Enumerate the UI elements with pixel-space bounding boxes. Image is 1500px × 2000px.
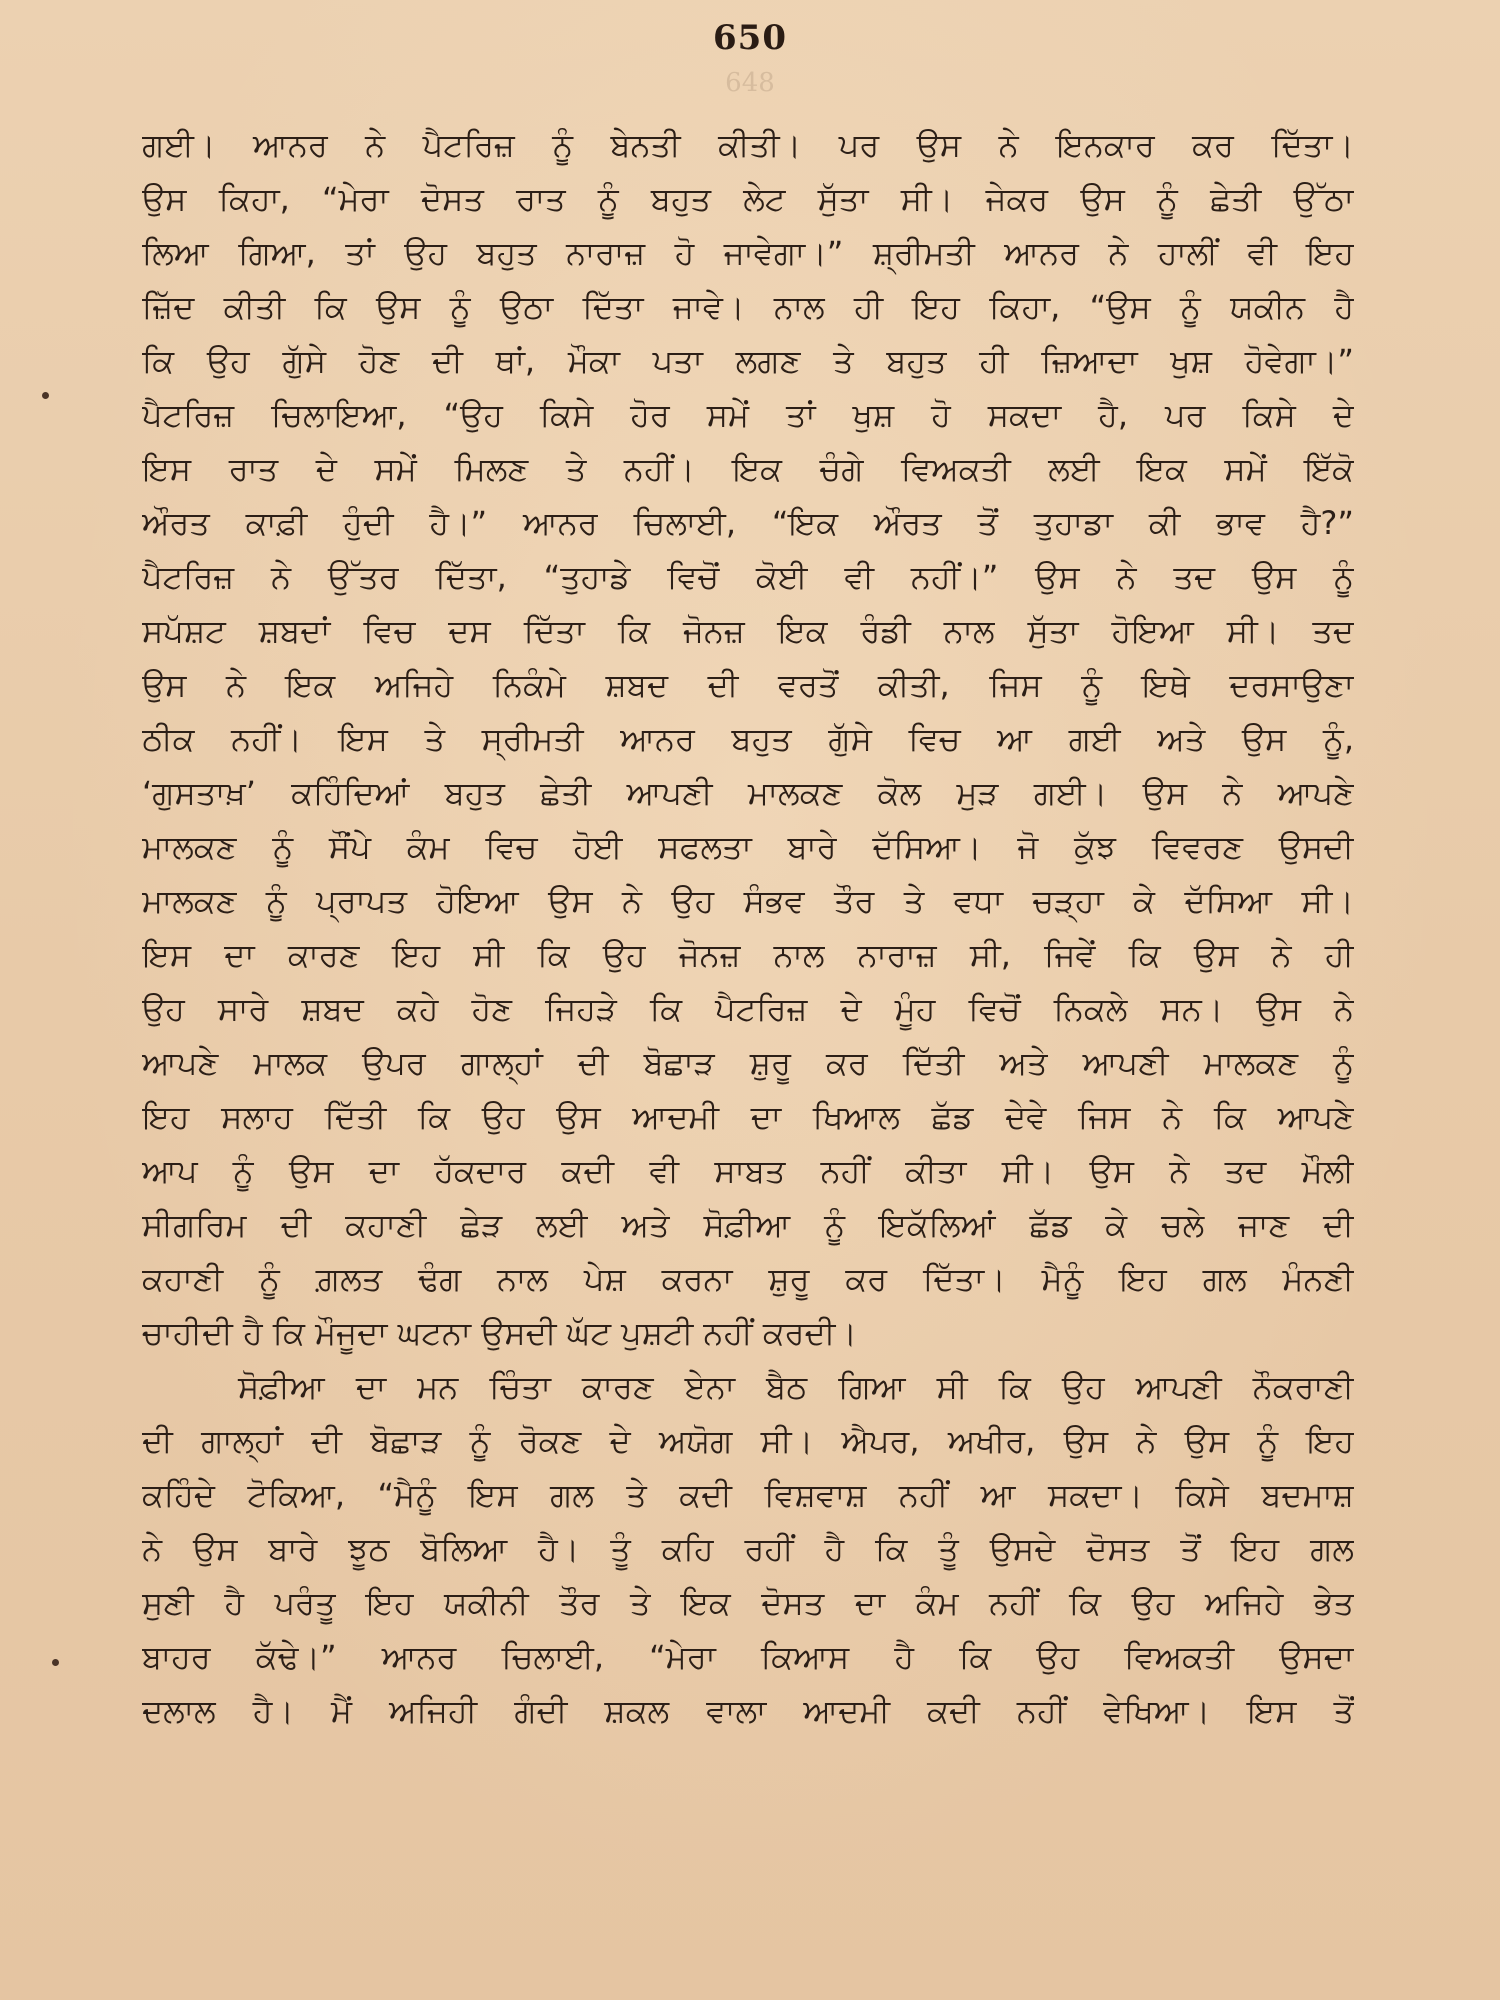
text-line: ‘ਗੁਸਤਾਖ਼’ ਕਹਿੰਦਿਆਂ ਬਹੁਤ ਛੇਤੀ ਆਪਣੀ ਮਾਲਕਣ ਕੋਲ ਮੁੜ ਗਈ। ਉਸ ਨੇ ਆਪਣੇ xyxy=(142,774,1354,812)
bleed-through-page-number: 648 xyxy=(725,68,775,98)
text-line: ਠੀਕ ਨਹੀਂ। ਇਸ ਤੇ ਸ੍ਰੀਮਤੀ ਆਨਰ ਬਹੁਤ ਗੁੱਸੇ ਵਿਚ ਆ ਗਈ ਅਤੇ ਉਸ ਨੂੰ, xyxy=(142,720,1354,758)
text-line: ਇਸ ਦਾ ਕਾਰਣ ਇਹ ਸੀ ਕਿ ਉਹ ਜੋਨਜ਼ ਨਾਲ ਨਾਰਾਜ਼ ਸੀ, ਜਿਵੇਂ ਕਿ ਉਸ ਨੇ ਹੀ xyxy=(142,936,1354,974)
text-line: ਉਹ ਸਾਰੇ ਸ਼ਬਦ ਕਹੇ ਹੋਣ ਜਿਹੜੇ ਕਿ ਪੈਟਰਿਜ਼ ਦੇ ਮੂੰਹ ਵਿਚੋਂ ਨਿਕਲੇ ਸਨ। ਉਸ ਨੇ xyxy=(142,990,1354,1028)
text-line: ਸਪੱਸ਼ਟ ਸ਼ਬਦਾਂ ਵਿਚ ਦਸ ਦਿੱਤਾ ਕਿ ਜੋਨਜ਼ ਇਕ ਰੰਡੀ ਨਾਲ ਸੁੱਤਾ ਹੋਇਆ ਸੀ। ਤਦ xyxy=(142,612,1354,650)
text-line: ਆਪਣੇ ਮਾਲਕ ਉਪਰ ਗਾਲ੍ਹਾਂ ਦੀ ਬੋਛਾੜ ਸ਼ੁਰੂ ਕਰ ਦਿੱਤੀ ਅਤੇ ਆਪਣੀ ਮਾਲਕਣ ਨੂੰ xyxy=(142,1044,1354,1082)
text-line: ਇਸ ਰਾਤ ਦੇ ਸਮੇਂ ਮਿਲਣ ਤੇ ਨਹੀਂ। ਇਕ ਚੰਗੇ ਵਿਅਕਤੀ ਲਈ ਇਕ ਸਮੇਂ ਇੱਕੋ xyxy=(142,450,1354,488)
text-line: ਕਹਿੰਦੇ ਟੋਕਿਆ, “ਮੈਨੂੰ ਇਸ ਗਲ ਤੇ ਕਦੀ ਵਿਸ਼ਵਾਸ਼ ਨਹੀਂ ਆ ਸਕਦਾ। ਕਿਸੇ ਬਦਮਾਸ਼ xyxy=(142,1476,1354,1514)
text-line: ਦਲਾਲ ਹੈ। ਮੈਂ ਅਜਿਹੀ ਗੰਦੀ ਸ਼ਕਲ ਵਾਲਾ ਆਦਮੀ ਕਦੀ ਨਹੀਂ ਵੇਖਿਆ। ਇਸ ਤੋਂ xyxy=(142,1692,1354,1730)
text-line: ਨੇ ਉਸ ਬਾਰੇ ਝੂਠ ਬੋਲਿਆ ਹੈ। ਤੂੰ ਕਹਿ ਰਹੀਂ ਹੈ ਕਿ ਤੂੰ ਉਸਦੇ ਦੋਸਤ ਤੋਂ ਇਹ ਗਲ xyxy=(142,1530,1354,1568)
text-line: ਮਾਲਕਣ ਨੂੰ ਪ੍ਰਾਪਤ ਹੋਇਆ ਉਸ ਨੇ ਉਹ ਸੰਭਵ ਤੌਰ ਤੇ ਵਧਾ ਚੜ੍ਹਾ ਕੇ ਦੱਸਿਆ ਸੀ। xyxy=(142,882,1354,920)
text-line: ਉਸ ਨੇ ਇਕ ਅਜਿਹੇ ਨਿਕੰਮੇ ਸ਼ਬਦ ਦੀ ਵਰਤੋਂ ਕੀਤੀ, ਜਿਸ ਨੂੰ ਇਥੇ ਦਰਸਾਉਣਾ xyxy=(142,666,1354,704)
text-line: ਲਿਆ ਗਿਆ, ਤਾਂ ਉਹ ਬਹੁਤ ਨਾਰਾਜ਼ ਹੋ ਜਾਵੇਗਾ।” ਸ਼੍ਰੀਮਤੀ ਆਨਰ ਨੇ ਹਾਲੀਂ ਵੀ ਇਹ xyxy=(142,234,1354,272)
text-line: ਔਰਤ ਕਾਫ਼ੀ ਹੁੰਦੀ ਹੈ।” ਆਨਰ ਚਿਲਾਈ, “ਇਕ ਔਰਤ ਤੋਂ ਤੁਹਾਡਾ ਕੀ ਭਾਵ ਹੈ?” xyxy=(142,504,1354,542)
margin-mark xyxy=(42,392,49,399)
text-line: ਪੈਟਰਿਜ਼ ਚਿਲਾਇਆ, “ਉਹ ਕਿਸੇ ਹੋਰ ਸਮੇਂ ਤਾਂ ਖੁਸ਼ ਹੋ ਸਕਦਾ ਹੈ, ਪਰ ਕਿਸੇ ਦੇ xyxy=(142,396,1354,434)
text-line: ਪੈਟਰਿਜ਼ ਨੇ ਉੱਤਰ ਦਿੱਤਾ, “ਤੁਹਾਡੇ ਵਿਚੋਂ ਕੋਈ ਵੀ ਨਹੀਂ।” ਉਸ ਨੇ ਤਦ ਉਸ ਨੂੰ xyxy=(142,558,1354,596)
margin-mark xyxy=(52,1659,59,1666)
text-line: ਆਪ ਨੂੰ ਉਸ ਦਾ ਹੱਕਦਾਰ ਕਦੀ ਵੀ ਸਾਬਤ ਨਹੀਂ ਕੀਤਾ ਸੀ। ਉਸ ਨੇ ਤਦ ਮੌਲੀ xyxy=(142,1152,1354,1190)
paragraph-start-line: ਸੋਫ਼ੀਆ ਦਾ ਮਨ ਚਿੰਤਾ ਕਾਰਣ ਏਨਾ ਬੈਠ ਗਿਆ ਸੀ ਕਿ ਉਹ ਆਪਣੀ ਨੌਕਰਾਣੀ xyxy=(238,1368,1354,1406)
paragraph-end-line: ਚਾਹੀਦੀ ਹੈ ਕਿ ਮੌਜੂਦਾ ਘਟਨਾ ਉਸਦੀ ਘੱਟ ਪੁਸ਼ਟੀ ਨਹੀਂ ਕਰਦੀ। xyxy=(142,1314,857,1352)
text-line: ਗਈ। ਆਨਰ ਨੇ ਪੈਟਰਿਜ਼ ਨੂੰ ਬੇਨਤੀ ਕੀਤੀ। ਪਰ ਉਸ ਨੇ ਇਨਕਾਰ ਕਰ ਦਿੱਤਾ। xyxy=(142,126,1354,164)
text-line: ਕਿ ਉਹ ਗੁੱਸੇ ਹੋਣ ਦੀ ਥਾਂ, ਮੌਕਾ ਪਤਾ ਲਗਣ ਤੇ ਬਹੁਤ ਹੀ ਜ਼ਿਆਦਾ ਖੁਸ਼ ਹੋਵੇਗਾ।” xyxy=(142,342,1354,380)
text-line: ਸੁਣੀ ਹੈ ਪਰੰਤੂ ਇਹ ਯਕੀਨੀ ਤੌਰ ਤੇ ਇਕ ਦੋਸਤ ਦਾ ਕੰਮ ਨਹੀਂ ਕਿ ਉਹ ਅਜਿਹੇ ਭੇਤ xyxy=(142,1584,1354,1622)
text-line: ਇਹ ਸਲਾਹ ਦਿੱਤੀ ਕਿ ਉਹ ਉਸ ਆਦਮੀ ਦਾ ਖਿਆਲ ਛੱਡ ਦੇਵੇ ਜਿਸ ਨੇ ਕਿ ਆਪਣੇ xyxy=(142,1098,1354,1136)
text-line: ਬਾਹਰ ਕੱਢੇ।” ਆਨਰ ਚਿਲਾਈ, “ਮੇਰਾ ਕਿਆਸ ਹੈ ਕਿ ਉਹ ਵਿਅਕਤੀ ਉਸਦਾ xyxy=(142,1638,1354,1676)
text-line: ਜ਼ਿੱਦ ਕੀਤੀ ਕਿ ਉਸ ਨੂੰ ਉਠਾ ਦਿੱਤਾ ਜਾਵੇ। ਨਾਲ ਹੀ ਇਹ ਕਿਹਾ, “ਉਸ ਨੂੰ ਯਕੀਨ ਹੈ xyxy=(142,288,1354,326)
text-line: ਉਸ ਕਿਹਾ, “ਮੇਰਾ ਦੋਸਤ ਰਾਤ ਨੂੰ ਬਹੁਤ ਲੇਟ ਸੁੱਤਾ ਸੀ। ਜੇਕਰ ਉਸ ਨੂੰ ਛੇਤੀ ਉੱਠਾ xyxy=(142,180,1354,218)
body-text xyxy=(142,118,1354,1738)
text-line: ਦੀ ਗਾਲ੍ਹਾਂ ਦੀ ਬੋਛਾੜ ਨੂੰ ਰੋਕਣ ਦੇ ਅਯੋਗ ਸੀ। ਐਪਰ, ਅਖੀਰ, ਉਸ ਨੇ ਉਸ ਨੂੰ ਇਹ xyxy=(142,1422,1354,1460)
page-number: 650 xyxy=(713,18,787,58)
text-line: ਸੀਗਰਿਮ ਦੀ ਕਹਾਣੀ ਛੇੜ ਲਈ ਅਤੇ ਸੋਫ਼ੀਆ ਨੂੰ ਇਕੱਲਿਆਂ ਛੱਡ ਕੇ ਚਲੇ ਜਾਣ ਦੀ xyxy=(142,1206,1354,1244)
text-line: ਕਹਾਣੀ ਨੂੰ ਗ਼ਲਤ ਢੰਗ ਨਾਲ ਪੇਸ਼ ਕਰਨਾ ਸ਼ੁਰੂ ਕਰ ਦਿੱਤਾ। ਮੈਨੂੰ ਇਹ ਗਲ ਮੰਨਣੀ xyxy=(142,1260,1354,1298)
text-line: ਮਾਲਕਣ ਨੂੰ ਸੌਂਪੇ ਕੰਮ ਵਿਚ ਹੋਈ ਸਫਲਤਾ ਬਾਰੇ ਦੱਸਿਆ। ਜੋ ਕੁੱਝ ਵਿਵਰਣ ਉਸਦੀ xyxy=(142,828,1354,866)
